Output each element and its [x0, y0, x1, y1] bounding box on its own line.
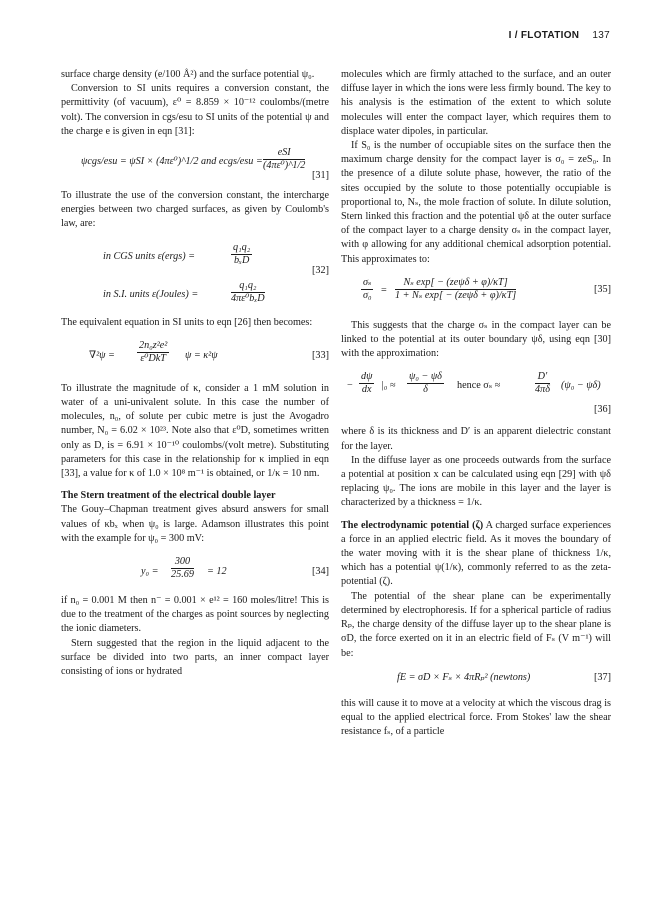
- equation-37: fE = σD × Fₛ × 4πRₚ² (newtons) [37]: [341, 671, 611, 689]
- paragraph: To illustrate the magnitude of κ, consider a 1 mM solution in water of a uni-univalent solute. In this case the number of molecules, n₀, of solute per cubic metre is just the Avogadro number, N₀ = 6.02 × 10²³. Note also that ε⁰D, sometimes written only as D, is = 6.91 × 10⁻¹⁰ coulombs/(volt metre). Substituting parameters for this case in the relationship for κ implied in eqn [33], a value for κ of 1.0 × 10⁸ m⁻¹ is obtained, or 1/κ = 10 nm.: [61, 382, 329, 480]
- right-column: [341, 68, 611, 739]
- paragraph: Conversion to SI units requires a conversion constant, the permittivity (of vacuum), ε⁰ = 8.859 × 10⁻¹² coulombs/(metre volt). The conversion in cgs/esu to SI units of the potential ψ and the charge e is given in eqn [31]:: [61, 83, 329, 137]
- section-heading: The electrodynamic potential (ζ): [341, 519, 484, 531]
- paragraph: If S₀ is the number of occupiable sites on the surface then the maximum charge density for the compact layer is σ₀ = zeS₀. In the presence of a dilute solute phase, however, the ratio of the sites occupied by the solute to those potentially occupiable is proportional to, Nₛ, the mole fraction of solute. In dilute solution, Stern linked this fraction and the potential ψδ at the outer surface of the compact layer to a charge density σₛ in the compact layer, with φ allowing for any additional chemical adsorption potential. This approximates to:: [341, 140, 611, 265]
- paragraph: this will cause it to move at a velocity at which the viscous drag is equal to the applied electrical force. From Stokes' law the shear resistance fₛ, of a particle: [341, 697, 611, 738]
- paragraph: surface charge density (e/100 Å²) and the surface potential ψ₀.: [61, 69, 315, 80]
- paragraph: Stern suggested that the region in the liquid adjacent to the surface be divided into two parts, an inner compact layer consisting of ions or hydrated: [61, 637, 329, 678]
- paragraph: The electrodynamic potential (ζ) A charged surface experiences a force in an applied electric field. As it moves the boundary of the water moving with it is the shear plane of thickness 1/κ, which has a potential ψ(1/κ), commonly referred to as the zeta-potential (ζ).: [341, 519, 611, 588]
- paragraph: molecules which are firmly attached to the surface, and an outer diffuse layer in which the ions were less firmly bound. The key to his analysis is the estimation of the extent to which solute molecules will enter the compact layer, which requires them to displace water dipoles, in particular.: [341, 69, 611, 137]
- paragraph: In the diffuse layer as one proceeds outwards from the surface a potential at position x can be calculated using eqn [29] with ψδ replacing ψ₀. The ions are mobile in this layer and the layer is characterized by a thickness = 1/κ.: [341, 454, 611, 509]
- paragraph: The equivalent equation in SI units to eqn [26] then becomes:: [61, 316, 313, 328]
- paragraph: where δ is its thickness and D′ is an apparent dielectric constant for the layer.: [341, 426, 611, 452]
- left-column: [61, 68, 329, 679]
- section-title: I / FLOTATION: [508, 30, 580, 41]
- equation-number: [37]: [594, 671, 611, 683]
- paragraph: This suggests that the charge σₛ in the compact layer can be linked to the potential at its outer boundary ψδ, using eqn [30] with the approximation:: [341, 319, 611, 360]
- equation-number: [36]: [594, 404, 611, 416]
- paragraph: The potential of the shear plane can be experimentally determined by electrophoresis. If for a spherical particle of radius Rₚ, the charge density of the diffuse layer up to the shear plane is σD, the force exerted on it in an electric field of Fₛ (V m⁻¹) will be:: [341, 590, 611, 659]
- equation-34: y₀ = $\frac{300}{25.69}$ = 12 [34]: [141, 556, 329, 581]
- equation-number: [33]: [312, 349, 329, 361]
- equation-31: ψcgs/esu = ψSI × (4πε⁰)^1/2 and ecgs/esu = eSI (4πε⁰)^1/2 [31]: [61, 147, 329, 181]
- equation-35: $\frac{\text{σₛ}}{\text{σ₀}}$ = Nₛ exp[ − (zeψδ + φ)/κT] 1 + Nₛ exp[ − (zeψδ + φ)/κT] [35]: [362, 276, 611, 301]
- paragraph: To illustrate the use of the conversion constant, the intercharge energies between two charged surfaces, as given by Coulomb's law, are:: [61, 190, 329, 230]
- running-header: [509, 30, 610, 41]
- section-heading: The Stern treatment of the electrical double layer: [61, 490, 276, 502]
- equation-33: ∇²ψ = 2n₀z²e² ε⁰DkT ψ = κ²ψ [33]: [89, 339, 329, 364]
- equation-number: [32]: [312, 264, 329, 276]
- paragraph: The Gouy–Chapman treatment gives absurd answers for small values of κbₓ when ψ₀ is large. Adamson illustrates this point with the example for ψ₀ = 300 mV:: [61, 504, 329, 544]
- paragraph: if n₀ = 0.001 M then n⁻ = 0.001 × e¹² = 160 moles/litre! This is due to the treatment of the charges as point sources by neglecting the ionic diameters.: [61, 595, 329, 635]
- equation-36: − $\frac{d\psi}{dx}$ |₀ ≈ $\frac{\text{ψ₀ − ψδ}}{\delta}$ hence σₛ ≈ $\frac{D'}{4\pi\delta}$ (ψ₀ − ψδ) [36]: [341, 371, 611, 417]
- equation-number: [34]: [312, 566, 329, 578]
- equation-number: [31]: [312, 170, 329, 182]
- equation-number: [35]: [594, 283, 611, 295]
- page-number: 137: [592, 30, 610, 41]
- equation-32: in CGS units ε(ergs) = q₁q₂ bₓD [32] in S.I. units ε(Joules) = q₁q₂ 4πε⁰bₓD: [103, 241, 329, 304]
